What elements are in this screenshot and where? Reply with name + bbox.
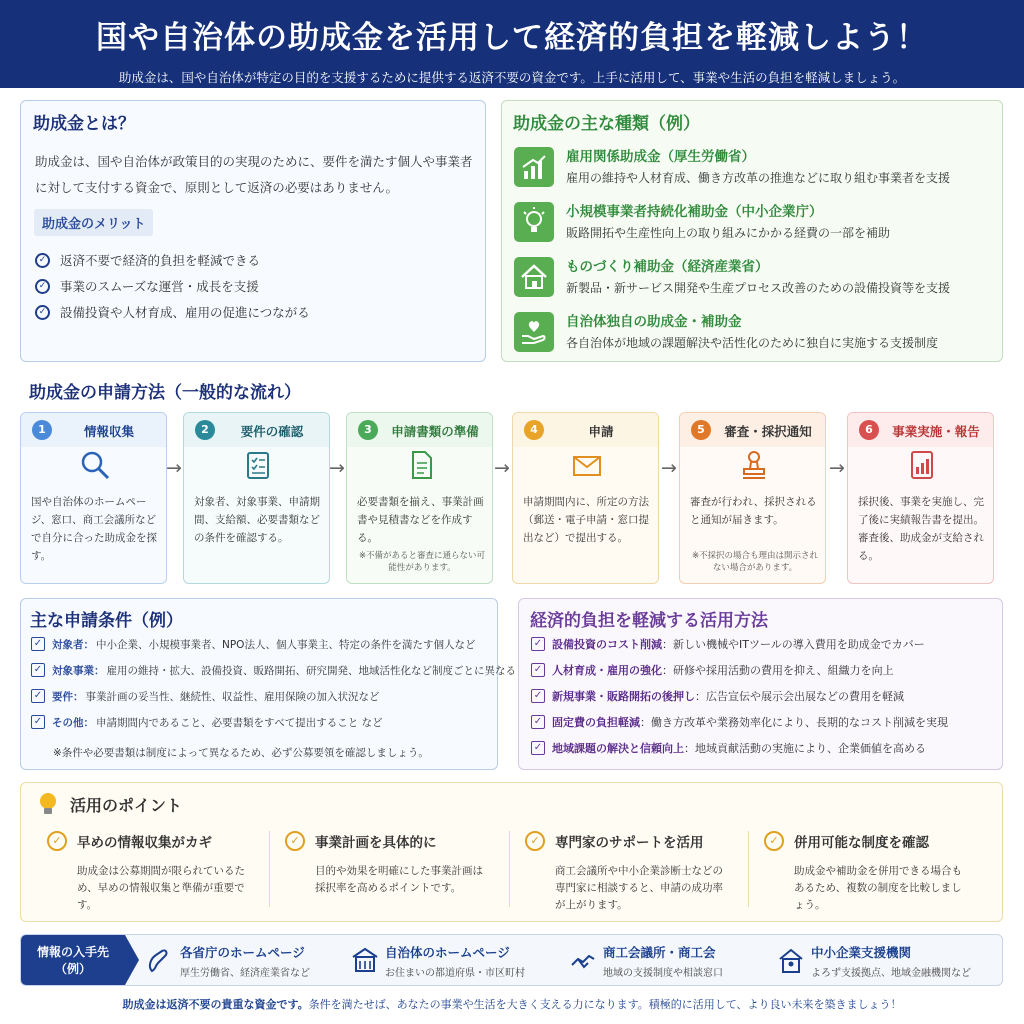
checklist-icon [242,449,274,481]
merit-item: ✓ 設備投資や人材育成、雇用の促進につながる [35,299,310,325]
page-subtitle: 助成金は、国や自治体が特定の目的を支援するために提供する返済不要の資金です。上手に活用して、事業や生活の負担を軽減しましょう。 [118,70,906,85]
check-icon: ✓ [35,253,50,268]
house-icon [514,257,554,297]
envelope-icon [571,449,603,481]
type-item: ものづくり補助金（経済産業省） 新製品・新サービス開発や生産プロセス改善のための設備投資等を支援 [514,253,998,301]
merit-item: ✓ 返済不要で経済的負担を軽減できる [35,247,310,273]
footer-message: 助成金は返済不要の貴重な資金です。条件を満たせば、あなたの事業や生活を大きく支える力になります。積極的に活用して、より良い未来を築きましょう！ [122,998,902,1011]
check-icon: ✓ [764,831,784,851]
checkbox-icon: ✓ [531,715,545,729]
usage-title: 経済的負担を軽減する活用方法 [530,611,768,631]
check-icon: ✓ [525,831,545,851]
condition-item: ✓ 要件： 事業計画の妥当性、継続性、収益性、雇用保険の加入状況など [31,685,380,707]
condition-item: ✓ 対象者： 中小企業、小規模事業者、NPO法人、個人事業主、特定の条件を満たす個人など [31,633,475,655]
point-card: ✓ 早めの情報収集がカギ 助成金は公募期間が限られているため、早めの情報収集と準備が重要です。 [47,831,277,913]
header-banner [0,0,1024,88]
step-6: 6 事業実施・報告 採択後、事業を実施し、完了後に実績報告書を提出。審査後、助成金が支給される。 [847,412,994,584]
divider [748,831,749,907]
step-5: 5 審査・採択通知 審査が行われ、採択されると通知が届きます。 ※不採択の場合も理由は開示されない場合があります。 [679,412,826,584]
magnifier-icon [79,449,111,481]
checkbox-icon: ✓ [531,663,545,677]
points-title: 活用のポイント [70,796,183,815]
checkbox-icon: ✓ [531,637,545,651]
merit-item: ✓ 事業のスムーズな運営・成長を支援 [35,273,310,299]
check-icon: ✓ [35,279,50,294]
usage-item: ✓ 人材育成・雇用の強化 ：研修や採用活動の費用を抑え、組織力を向上 [531,659,894,681]
step-4: 4 申請 申請期間内に、所定の方法（郵送・電子申請・窓口提出など）で提出する。 [512,412,659,584]
usage-item: ✓ 新規事業・販路開拓の後押し ：広告宣伝や展示会出展などの費用を軽減 [531,685,904,707]
what-is-title: 助成金とは？ [33,114,135,134]
checkbox-icon: ✓ [31,637,45,651]
arrow-icon: → [166,457,182,479]
stamp-icon [738,449,770,481]
type-item: 自治体独自の助成金・補助金 各自治体が地域の課題解決や活性化のために独自に実施する支援制度 [514,308,998,356]
checkbox-icon: ✓ [531,689,545,703]
usage-item: ✓ 設備投資のコスト削減 ：新しい機械やITツールの導入費用を助成金でカバー [531,633,925,655]
checkbox-icon: ✓ [31,715,45,729]
page-title: 国や自治体の助成金を活用して経済的負担を軽減しよう！ [96,20,928,56]
divider [269,831,270,907]
what-is-text: 助成金は、国や自治体が政策目的の実現のために、要件を満たす個人や事業者に対して支付する資金で、原則として返済の必要はありません。 [35,154,473,195]
divider [509,831,510,907]
types-panel [501,100,1003,362]
lightbulb-icon [514,202,554,242]
usage-item: ✓ 固定費の負担軽減 ：働き方改革や業務効率化により、長期的なコスト削減を実現 [531,711,948,733]
merit-heading: 助成金のメリット [34,209,153,236]
city-hall-icon [351,945,379,975]
merit-list [35,247,310,325]
checkbox-icon: ✓ [531,741,545,755]
types-title: 助成金の主な種類（例） [513,114,700,134]
point-card: ✓ 併用可能な制度を確認 助成金や補助金を併用できる場合もあるため、複数の制度を比較しましょう。 [764,831,994,913]
conditions-panel [20,598,516,770]
heart-hand-icon [514,312,554,352]
type-item: 小規模事業者持続化補助金（中小企業庁） 販路開拓や生産性向上の取り組みにかかる経費の一部を補助 [514,198,998,246]
document-icon [405,449,437,481]
points-panel [20,782,1003,922]
mouse-icon [146,945,174,975]
chart-icon [514,147,554,187]
arrow-icon: → [329,457,345,479]
usage-item: ✓ 地域課題の解決と信頼向上 ：地域貢献活動の実施により、企業価値を高める [531,737,926,759]
step-2: 2 要件の確認 対象者、対象事業、申請期間、支給額、必要書類などの条件を確認する。 [183,412,330,584]
check-icon: ✓ [35,305,50,320]
check-icon: ✓ [47,831,67,851]
arrow-icon: → [494,457,510,479]
conditions-note: ※条件や必要書類は制度によって異なるため、必ず公募要領を確認しましょう。 [53,747,429,759]
type-item: 雇用関係助成金（厚生労働省） 雇用の維持や人材育成、働き方改革の推進などに取り組む事業者を支援 [514,143,998,191]
handshake-icon [569,945,597,975]
support-house-icon [777,945,805,975]
report-icon [906,449,938,481]
condition-item: ✓ 対象事業： 雇用の維持・拡大、設備投資、販路開拓、研究開発、地域活性化など制度ごとに異なる [31,659,516,681]
info-sources-panel: 情報の入手先 （例） 各省庁のホームページ 厚生労働省、経済産業省など 自治体のホームページ お住まいの都道府県・市区町村 商工会議所・商工会 地域の支援制度や相談窓口 中小企業支援機関 よろず支援拠点、地域金融機関など [20,934,1003,986]
lightbulb-icon [37,791,59,817]
conditions-title: 主な申請条件（例） [30,611,183,631]
process-title: 助成金の申請方法（一般的な流れ） [29,383,301,403]
checkbox-icon: ✓ [31,689,45,703]
checkbox-icon: ✓ [31,663,45,677]
check-icon: ✓ [285,831,305,851]
point-card: ✓ 事業計画を具体的に 目的や効果を明確にした事業計画は採択率を高めるポイントです。 [285,831,515,913]
what-is-panel [20,100,486,362]
usage-panel [518,598,1003,770]
arrow-icon: → [829,457,845,479]
info-badge: 情報の入手先 （例） [21,935,125,985]
step-1: 1 情報収集 国や自治体のホームページ、窓口、商工会議所などで自分に合った助成金を探す。 [20,412,167,584]
condition-item: ✓ その他： 申請期間内であること、必要書類をすべて提出すること など [31,711,383,733]
point-card: ✓ 専門家のサポートを活用 商工会議所や中小企業診断士などの専門家に相談すると、申請の成功率が上がります。 [525,831,755,913]
arrow-icon: → [661,457,677,479]
step-3: 3 申請書類の準備 必要書類を揃え、事業計画書や見積書などを作成する。 ※不備があると審査に通らない可能性があります。 [346,412,493,584]
